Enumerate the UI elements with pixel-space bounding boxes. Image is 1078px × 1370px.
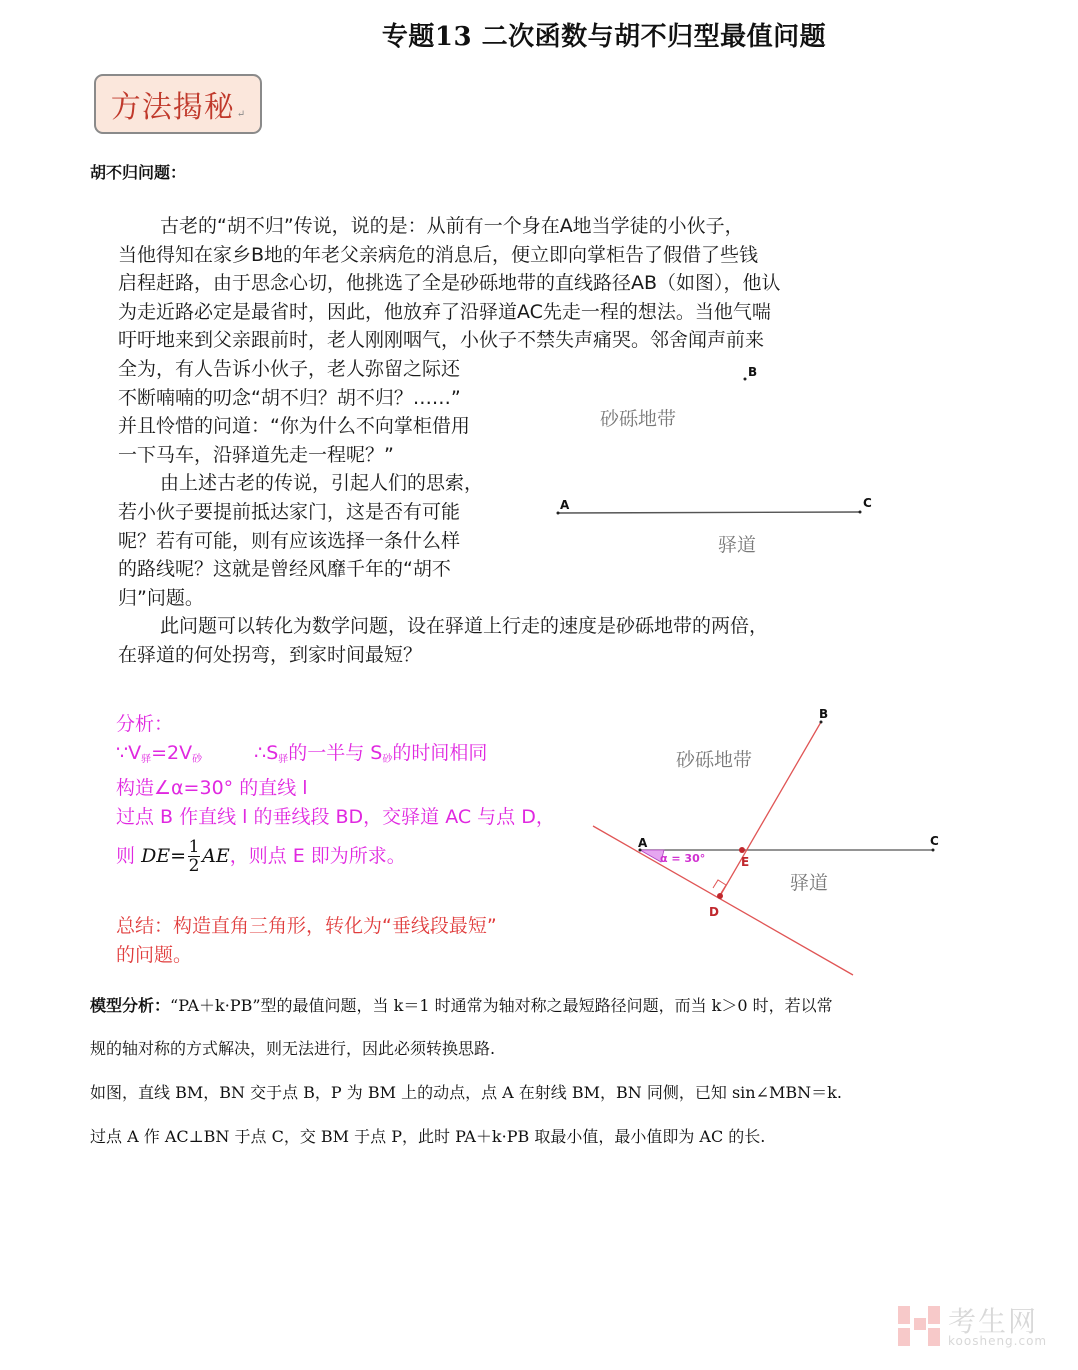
summary-line-2: 的问题。: [116, 944, 193, 966]
point-label-c: C: [863, 496, 872, 510]
point-label-d: D: [709, 905, 719, 919]
point-label-e: E: [741, 855, 750, 869]
story-line: 的路线呢？这就是曾经风靡千年的“胡不: [118, 558, 451, 581]
return-mark-icon: ↵: [236, 109, 246, 120]
road-label: 驿道: [718, 534, 757, 556]
story-line: 一下马车，沿驿道先走一程呢？”: [118, 443, 394, 466]
model-line-3: 如图，直线 BM，BN 交于点 B，P 为 BM 上的动点，点 A 在射线 BM，BN 同侧，已知 sin∠MBN＝k.: [90, 1083, 842, 1102]
koosheng-logo-icon: [896, 1304, 942, 1348]
model-line-1: 模型分析：“PA＋k·PB”型的最值问题，当 k＝1 时通常为轴对称之最短路径问题，而当 k＞0 时，若以常: [90, 996, 833, 1015]
analysis-line-2: 构造∠α=30° 的直线 l: [116, 777, 308, 799]
story-line: 由上述古老的传说，引起人们的思索，: [160, 472, 484, 495]
story-line: 当他得知在家乡B地的年老父亲病危的消息后，便立即向掌柜告了假借了些钱: [118, 243, 759, 266]
analysis-line-1: $\because V_驿=2V_砂$ $\therefore S_驿$的一半与 $S_砂$的时间相同: [116, 742, 488, 765]
story-line: 若小伙子要提前抵达家门，这是否有可能: [118, 500, 461, 523]
model-line-2: 规的轴对称的方式解决，则无法进行，因此必须转换思路.: [90, 1039, 496, 1058]
story-line: 在驿道的何处拐弯，到家时间最短？: [118, 643, 423, 666]
fraction-one-half: $\frac{1}{2}$: [188, 837, 200, 876]
point-b-dot: [744, 378, 747, 381]
analysis-block: [116, 710, 555, 875]
point-label-c: C: [930, 834, 939, 848]
page-title: 专题13 二次函数与胡不归型最值问题: [381, 22, 827, 52]
analysis-heading: 分析：: [116, 713, 174, 735]
section-label: 胡不归问题：: [90, 163, 187, 182]
method-badge: [94, 74, 262, 134]
story-line: 为走近路必定是最省时，因此，他放弃了沿驿道AC先走一程的想法。当他气喘: [118, 300, 771, 323]
model-line-4: 过点 A 作 AC⊥BN 于点 C，交 BM 于点 P，此时 PA＋k·PB 取最小值，最小值即为 AC 的长.: [90, 1127, 766, 1146]
point-label-b: B: [819, 707, 829, 721]
story-line: 此问题可以转化为数学问题，设在驿道上行走的速度是砂砾地带的两倍，: [160, 615, 769, 638]
summary-block: [116, 912, 497, 970]
point-label-a: A: [560, 498, 570, 512]
story-line: 不断喃喃的叨念“胡不归？胡不归？……”: [118, 386, 461, 409]
badge-label: 方法揭秘: [110, 90, 235, 125]
point-d-dot: [717, 893, 723, 899]
story-line: 并且怜惜的问道：“你为什么不向掌柜借用: [118, 415, 470, 438]
story-line: 全为，有人告诉小伙子，老人弥留之际还: [118, 357, 461, 380]
summary-line-1: 总结：构造直角三角形，转化为“垂线段最短”: [116, 915, 497, 937]
story-line: 吁吁地来到父亲跟前时，老人刚刚咽气，小伙子不禁失声痛哭。邻舍闻声前来: [118, 329, 765, 352]
point-label-b: B: [748, 365, 758, 379]
story-line: 古老的“胡不归”传说，说的是：从前有一个身在A地当学徒的小伙子，: [160, 215, 744, 237]
road-line-ac: [558, 512, 860, 513]
gravel-zone-label: 砂砾地带: [600, 408, 677, 430]
story-line: 归”问题。: [118, 586, 204, 609]
right-angle-marker: [713, 880, 726, 893]
watermark-logo: 考生网 koosheng.com: [896, 1302, 1058, 1350]
angle-label: α = 30°: [660, 852, 706, 865]
point-e-dot: [739, 847, 745, 853]
gravel-zone-label: 砂砾地带: [676, 749, 753, 771]
story-line: 启程赶路，由于思念心切，他挑选了全是砂砾地带的直线路径AB（如图），他认: [118, 272, 781, 295]
model-label: 模型分析：: [90, 996, 171, 1015]
line-l: [593, 826, 853, 975]
story-line: 呢？若有可能，则有应该选择一条什么样: [118, 529, 461, 552]
point-label-a: A: [638, 836, 648, 850]
analysis-formula: 则 DE= $\frac{1}{2}$ AE，则点 E 即为所求。: [116, 837, 406, 876]
road-label: 驿道: [790, 872, 829, 894]
analysis-line-3: 过点 B 作直线 l 的垂线段 BD，交驿道 AC 与点 D，: [116, 806, 555, 828]
